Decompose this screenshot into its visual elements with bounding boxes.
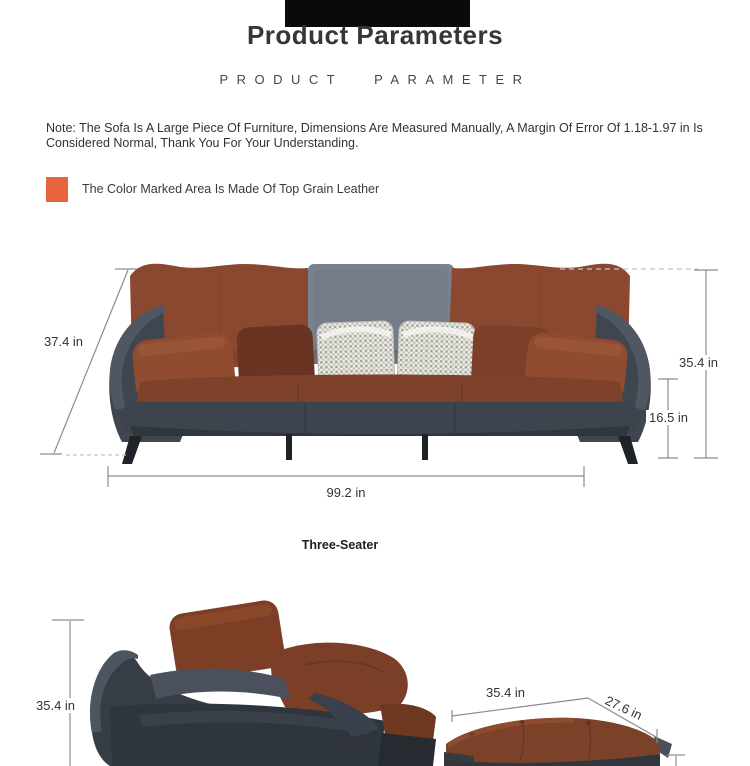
sofa-total-height-label: 35.4 in bbox=[676, 355, 721, 370]
chair-side bbox=[378, 704, 436, 766]
page-subtitle: PRODUCT PARAMETER bbox=[219, 72, 531, 87]
sofa-legs bbox=[122, 434, 638, 464]
sofa-base bbox=[122, 402, 639, 436]
ottoman-width-label: 35.4 in bbox=[486, 685, 526, 700]
measurement-note bbox=[46, 121, 714, 150]
page-title: Product Parameters bbox=[246, 20, 504, 50]
single-seater-photo bbox=[80, 595, 440, 766]
ottoman-cushion bbox=[446, 718, 660, 765]
note-line-2: Considered Normal, Thank You For Your Understanding. bbox=[46, 135, 359, 150]
note-line-1: Note: The Sofa Is A Large Piece Of Furniture, Dimensions Are Measured Manually, A Margin Of Error Of 1.18-1.97 in Is bbox=[46, 121, 703, 135]
chair-width-label: 43.3 in bbox=[334, 736, 374, 751]
ottoman-depth-label: 27.6 in bbox=[602, 692, 645, 723]
ottoman-photo bbox=[430, 710, 705, 766]
sofa-width-label: 99.2 in bbox=[326, 485, 366, 500]
three-seater-sofa-photo bbox=[100, 250, 660, 470]
sofa-seat-height-label: 16.5 in bbox=[646, 410, 691, 425]
sofa-back-height-label: 37.4 in bbox=[44, 334, 84, 349]
three-seater-caption: Three-Seater bbox=[301, 538, 379, 552]
leather-note-label: The Color Marked Area Is Made Of Top Grain Leather bbox=[82, 182, 380, 196]
chair-height-label: 35.4 in bbox=[33, 698, 78, 713]
leather-color-swatch bbox=[46, 177, 68, 202]
